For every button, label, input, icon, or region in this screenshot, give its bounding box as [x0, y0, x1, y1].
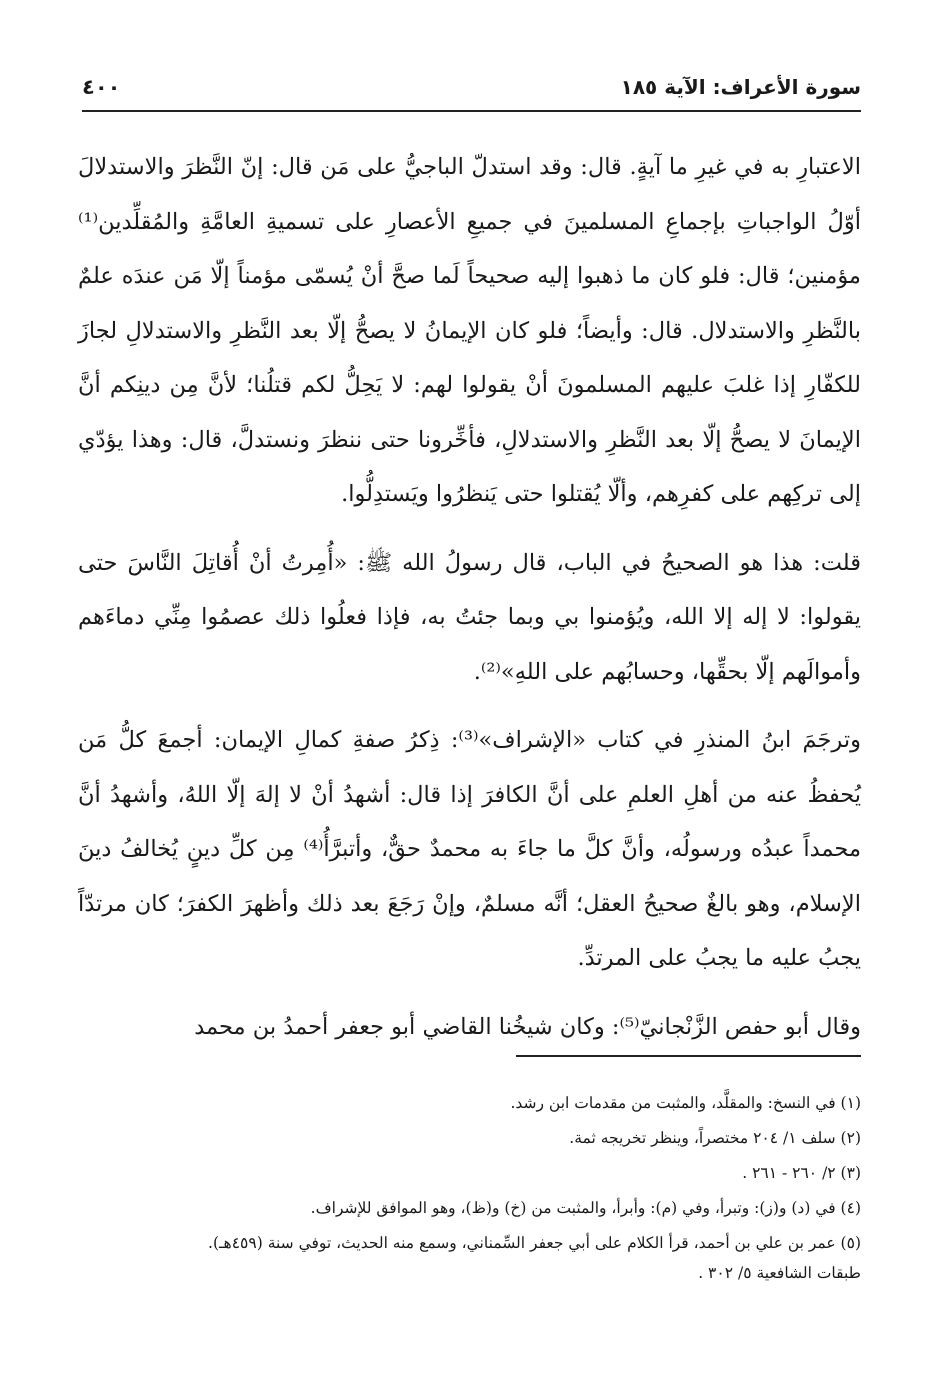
paragraph: قلت: هذا هو الصحيحُ في الباب، قال رسولُ الله ﷺ: «أُمِرتُ أنْ أُقاتِلَ النَّاسَ حتى يقولوا: لا إله إلا الله، ويُؤمنوا بي وبما جئتُ به، فإذا فعلُوا ذلك عصمُوا مِنِّي دماءَهم وأموالَهم إلّا بحقِّها، وحسابُهم على اللهِ»⁽²⁾.	[78, 549, 861, 685]
footnote: (٤) في (د) و(ز): وتبرأ، وفي (م): وأبرأ، والمثبت من (خ) و(ظ)، وهو الموافق للإشراف.	[310, 1199, 861, 1217]
paragraph: الاعتبارِ به في غيرِ ما آيةٍ. قال: وقد استدلّ الباجيُّ على مَن قال: إنّ النَّظرَ والاستدلالَ أوّلُ الواجباتِ بإجماعِ المسلمينَ في جميعِ الأعصارِ على تسميةِ العامَّةِ والمُقلِّدين⁽¹⁾ مؤمنين؛ قال: فلو كان ما ذهبوا إليه صحيحاً لَما صحَّ أنْ يُسمّى مؤمناً إلّا مَن عندَه علمٌ بالنَّظرِ والاستدلال. قال: وأيضاً؛ فلو كان الإيمانُ لا يصحُّ إلّا بعد النَّظرِ والاستدلالِ لجازَ للكفّارِ إذا غلبَ عليهم المسلمونَ أنْ يقولوا لهم: لا يَحِلُّ لكم قتلُنا؛ لأنَّ مِن دينِكم أنَّ الإيمانَ لا يصحُّ إلّا بعد النَّظرِ والاستدلالِ، فأخِّرونا حتى ننظرَ ونستدلَّ، قال: وهذا يؤدّي إلى تركِهم على كفرِهم، وألّا يُقتلوا حتى يَنظرُوا ويَستدِلُّوا.	[78, 154, 861, 507]
paragraph: وقال أبو حفص الزَّنْجانيّ⁽⁵⁾: وكان شيخُنا القاضي أبو جعفر أحمدُ بن محمد	[194, 1013, 861, 1040]
running-title: سورة الأعراف: الآية ١٨٥	[620, 75, 861, 99]
footnote: (٢) سلف ١/ ٢٠٤ مختصراً، وينظر تخريجه ثمة.	[569, 1129, 861, 1147]
footnote-continuation: طبقات الشافعية ٥/ ٣٠٢ .	[698, 1264, 861, 1282]
page-header	[82, 70, 861, 104]
header-rule	[82, 110, 861, 112]
main-text	[78, 140, 861, 1054]
footnote-rule	[516, 1055, 861, 1057]
footnote: (٥) عمر بن علي بن أحمد، قرأ الكلام على أبي جعفر السِّمناني، وسمع منه الحديث، توفي سنة (٤٥٩هـ).	[208, 1234, 861, 1252]
page-number: ٤٠٠	[82, 75, 121, 99]
footnote: (١) في النسخ: والمقلَّد، والمثبت من مقدمات ابن رشد.	[510, 1094, 861, 1112]
footnote: (٣) ٢/ ٢٦٠ - ٢٦١ .	[742, 1164, 861, 1182]
footnotes	[78, 1088, 861, 1293]
paragraph: وترجَمَ ابنُ المنذرِ في كتاب «الإشراف»⁽³⁾: ذِكرُ صفةِ كمالِ الإيمان: أجمعَ كلُّ مَن يُحفظُ عنه من أهلِ العلمِ على أنَّ الكافرَ إذا قال: أشهدُ أنْ لا إلهَ إلّا اللهُ، وأشهدُ أنَّ محمداً عبدُه ورسولُه، وأنَّ كلَّ ما جاءَ به محمدٌ حقٌّ، وأتبرَّأُ⁽⁴⁾ مِن كلِّ دينٍ يُخالفُ دينَ الإسلام، وهو بالغٌ صحيحُ العقل؛ أنَّه مسلمٌ، وإنْ رَجَعَ بعد ذلك وأظهرَ الكفرَ؛ كان مرتدّاً يجبُ عليه ما يجبُ على المرتدِّ.	[78, 727, 862, 971]
